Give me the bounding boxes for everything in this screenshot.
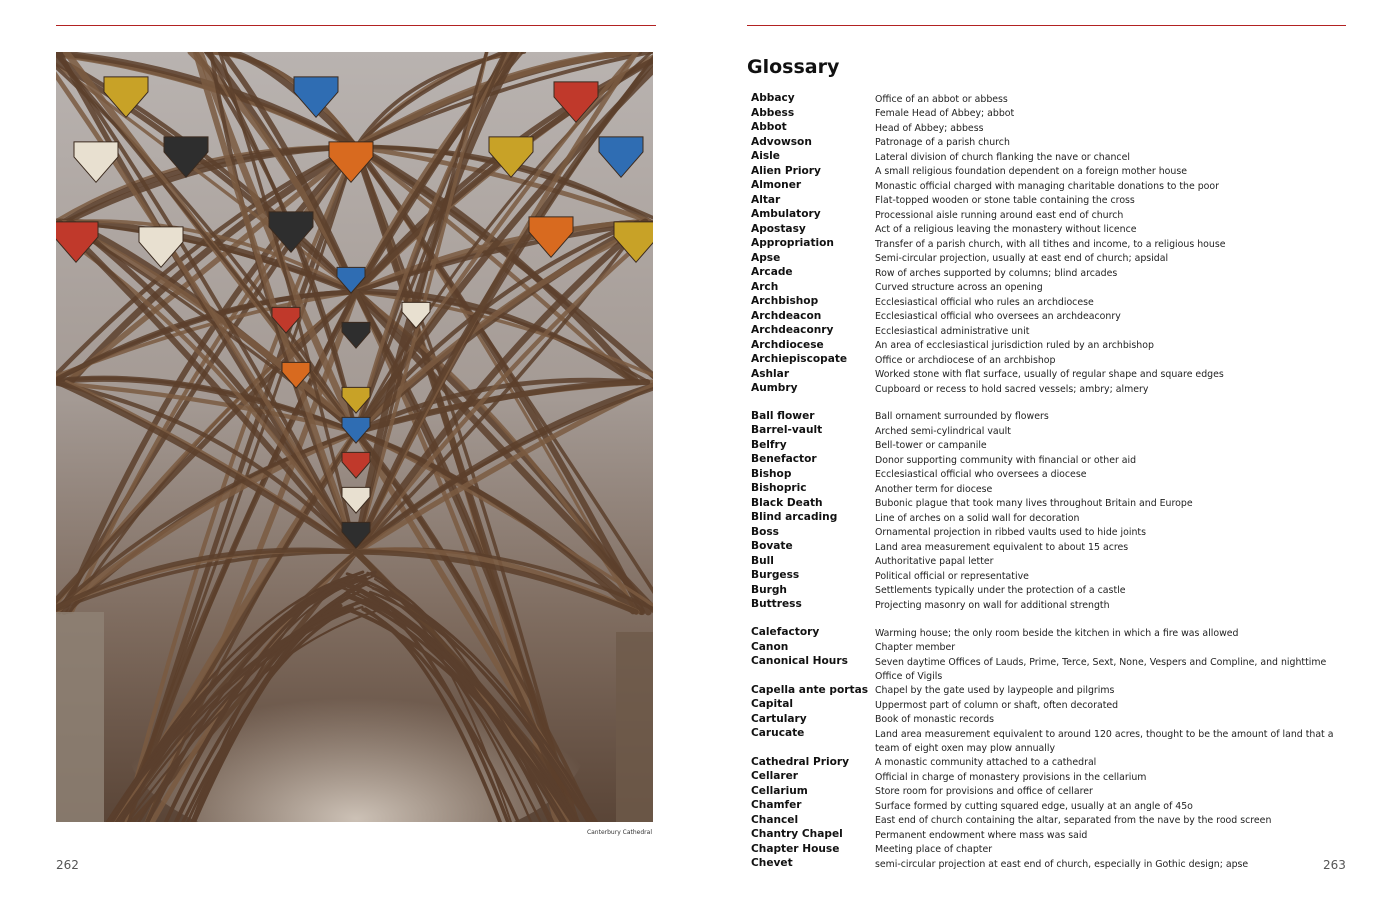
glossary-term: Burgess [751,569,800,582]
glossary-entry [751,150,1341,165]
glossary-definition: Uppermost part of column or shaft, often decorated [875,699,1119,711]
glossary-term: Abbot [751,121,787,133]
glossary-definition: Chapel by the gate used by laypeople and pilgrims [875,685,1115,697]
glossary-group-a [751,92,1341,397]
glossary-term: Arcade [751,266,793,278]
page-number-right: 263 [1323,858,1346,872]
glossary-term: Cathedral Priory [751,755,850,768]
glossary-definition: Land area measurement equivalent to around 120 acres, thought to be the amount of land that a team of eight oxen may plow annually [875,728,1334,754]
glossary-definition: A monastic community attached to a cathedral [875,757,1097,769]
glossary-entry [751,828,1341,843]
glossary-entry [751,424,1341,439]
glossary-term: Abbacy [751,92,795,104]
glossary-term: Buttress [751,598,802,611]
glossary-entry [751,107,1341,122]
glossary-definition: Official in charge of monastery provisions in the cellarium [875,771,1147,783]
glossary-definition: East end of church containing the altar, separated from the nave by the rood screen [875,815,1272,827]
glossary-term: Altar [751,193,781,206]
glossary-term: Ball flower [751,409,815,422]
glossary-definition: Transfer of a parish church, with all tithes and income, to a religious house [875,238,1226,250]
glossary-group-c [751,626,1341,871]
glossary-term: Calefactory [751,626,820,639]
glossary-term: Chancel [751,813,799,826]
glossary-definition: Warming house; the only room beside the kitchen in which a fire was allowed [875,627,1239,639]
glossary-term: Appropriation [751,237,834,249]
glossary-definition: Projecting masonry on wall for additional strength [875,599,1110,611]
glossary-entry [751,785,1341,800]
glossary-term: Chevet [751,857,793,870]
glossary-entry [751,439,1341,454]
glossary-term: Capital [751,698,793,711]
glossary-entry [751,569,1341,584]
glossary-definition: Another term for diocese [875,483,993,495]
glossary-definition: Bubonic plague that took many lives throughout Britain and Europe [875,498,1193,510]
glossary-entry [751,511,1341,526]
glossary-term: Bishopric [751,482,807,495]
glossary-entry [751,598,1341,613]
glossary-term: Ashlar [751,367,790,380]
glossary-entry [751,310,1341,325]
glossary-definition: Settlements typically under the protection of a castle [875,585,1126,597]
glossary-title: Glossary [747,56,840,78]
glossary-term: Cellarer [751,770,799,783]
glossary-term: Blind arcading [751,511,838,524]
glossary-entry [751,223,1341,238]
glossary-definition: Bell-tower or campanile [875,440,987,452]
glossary-term: Advowson [751,135,812,148]
glossary-entry [751,684,1341,699]
glossary-entry [751,237,1341,252]
glossary-definition: Monastic official charged with managing charitable donations to the poor [875,180,1219,192]
glossary-term: Archdiocese [751,338,824,351]
glossary-definition: Line of arches on a solid wall for decoration [875,512,1080,524]
glossary-entry [751,713,1341,728]
glossary-entry [751,626,1341,641]
glossary-entry [751,165,1341,180]
glossary-entry [751,179,1341,194]
glossary-entry [751,121,1341,136]
glossary-definition: Processional aisle running around east end of church [875,209,1124,221]
group-spacer [751,613,1341,626]
glossary-entry [751,252,1341,267]
glossary-definition: Surface formed by cutting squared edge, usually at an angle of 45o [875,800,1193,812]
glossary-entry [751,194,1341,209]
glossary-definition: Ecclesiastical administrative unit [875,325,1030,337]
glossary-definition: Office or archdiocese of an archbishop [875,354,1056,366]
glossary-entry [751,208,1341,223]
glossary-term: Chantry Chapel [751,828,843,841]
glossary-entry [751,324,1341,339]
glossary-entry [751,641,1341,656]
glossary-definition: Patronage of a parish church [875,137,1010,149]
glossary-definition: Ball ornament surrounded by flowers [875,411,1049,423]
glossary-entry [751,497,1341,512]
glossary-group-b [751,410,1341,613]
glossary-term: Benefactor [751,453,817,466]
glossary-term: Abbess [751,106,795,119]
glossary-entry [751,756,1341,771]
glossary-definition: Store room for provisions and office of cellarer [875,786,1093,798]
glossary-entry [751,382,1341,397]
glossary-entry [751,584,1341,599]
glossary-entry [751,655,1341,683]
glossary-entry [751,727,1341,755]
glossary-definition: Chapter member [875,642,956,654]
glossary-definition: Book of monastic records [875,714,995,726]
glossary-definition: Female Head of Abbey; abbot [875,108,1015,120]
glossary-entry [751,482,1341,497]
glossary-entry [751,770,1341,785]
glossary-definition: Meeting place of chapter [875,844,993,856]
glossary-term: Burgh [751,583,787,596]
glossary-entry [751,410,1341,425]
glossary-definition: An area of ecclesiastical jurisdiction ruled by an archbishop [875,340,1154,352]
glossary-term: Belfry [751,438,787,451]
glossary-term: Chamfer [751,799,802,812]
glossary-term: Canonical Hours [751,655,848,668]
glossary-term: Black Death [751,496,823,509]
glossary-entry [751,468,1341,483]
glossary-term: Aisle [751,150,780,162]
glossary-entry [751,266,1341,281]
glossary-entry [751,799,1341,814]
glossary-term: Cellarium [751,784,808,797]
glossary-term: Alien Priory [751,164,821,177]
glossary-term: Canon [751,640,789,653]
glossary-entry [751,453,1341,468]
glossary-term: Archdeacon [751,309,822,322]
cathedral-vault-photo [56,52,653,822]
glossary-entry [751,540,1341,555]
glossary-entry [751,843,1341,858]
glossary-list [751,92,1341,872]
glossary-term: Barrel-vault [751,424,823,437]
glossary-definition: Ornamental projection in ribbed vaults used to hide joints [875,527,1146,539]
glossary-definition: Authoritative papal letter [875,556,994,568]
glossary-definition: Ecclesiastical official who oversees a diocese [875,469,1087,481]
glossary-entry [751,814,1341,829]
glossary-definition: Head of Abbey; abbess [875,122,984,134]
glossary-term: Almoner [751,179,802,191]
glossary-definition: Office of an abbot or abbess [875,93,1008,105]
glossary-term: Apostasy [751,222,806,235]
glossary-entry [751,526,1341,541]
glossary-definition: Worked stone with flat surface, usually of regular shape and square edges [875,369,1224,381]
glossary-definition: Ecclesiastical official who rules an archdiocese [875,296,1094,308]
glossary-entry [751,136,1341,151]
glossary-definition: Cupboard or recess to hold sacred vessels; ambry; almery [875,383,1149,395]
glossary-definition: Political official or representative [875,570,1029,582]
glossary-term: Boss [751,525,779,538]
group-spacer [751,397,1341,410]
page-number-left: 262 [56,858,79,872]
glossary-definition: Ecclesiastical official who oversees an archdeaconry [875,311,1121,323]
glossary-definition: Seven daytime Offices of Lauds, Prime, Terce, Sext, None, Vespers and Compline, and nighttime Office of Vigils [875,656,1327,682]
glossary-term: Bovate [751,540,793,553]
glossary-definition: Semi-circular projection, usually at east end of church; apsidal [875,253,1169,265]
glossary-term: Bull [751,554,774,567]
glossary-entry [751,353,1341,368]
glossary-entry [751,339,1341,354]
glossary-term: Cartulary [751,712,807,725]
glossary-entry [751,698,1341,713]
glossary-entry [751,295,1341,310]
glossary-entry [751,92,1341,107]
glossary-definition: A small religious foundation dependent on a foreign mother house [875,166,1187,178]
glossary-entry [751,368,1341,383]
top-rule-left [56,25,656,26]
glossary-definition: Row of arches supported by columns; blind arcades [875,267,1118,279]
glossary-definition: Curved structure across an opening [875,282,1043,294]
glossary-definition: semi-circular projection at east end of church, especially in Gothic design; apse [875,858,1249,870]
glossary-term: Apse [751,251,781,264]
glossary-definition: Donor supporting community with financial or other aid [875,454,1137,466]
glossary-term: Ambulatory [751,208,821,220]
glossary-definition: Permanent endowment where mass was said [875,829,1088,841]
glossary-term: Archdeaconry [751,324,834,336]
glossary-entry [751,281,1341,296]
glossary-definition: Lateral division of church flanking the nave or chancel [875,151,1130,163]
glossary-definition: Flat-topped wooden or stone table containing the cross [875,195,1135,207]
glossary-definition: Arched semi-cylindrical vault [875,425,1011,437]
glossary-definition: Land area measurement equivalent to about 15 acres [875,541,1129,553]
glossary-term: Carucate [751,727,805,740]
top-rule-right [747,25,1346,26]
glossary-term: Capella ante portas [751,683,869,696]
glossary-term: Archbishop [751,295,819,307]
glossary-entry [751,555,1341,570]
photo-caption: Canterbury Cathedral [586,829,652,836]
glossary-entry [751,857,1341,872]
glossary-term: Bishop [751,467,792,480]
glossary-term: Aumbry [751,382,798,394]
glossary-definition: Act of a religious leaving the monastery without licence [875,224,1137,236]
glossary-term: Chapter House [751,842,840,855]
glossary-term: Arch [751,280,779,293]
glossary-term: Archiepiscopate [751,353,848,365]
